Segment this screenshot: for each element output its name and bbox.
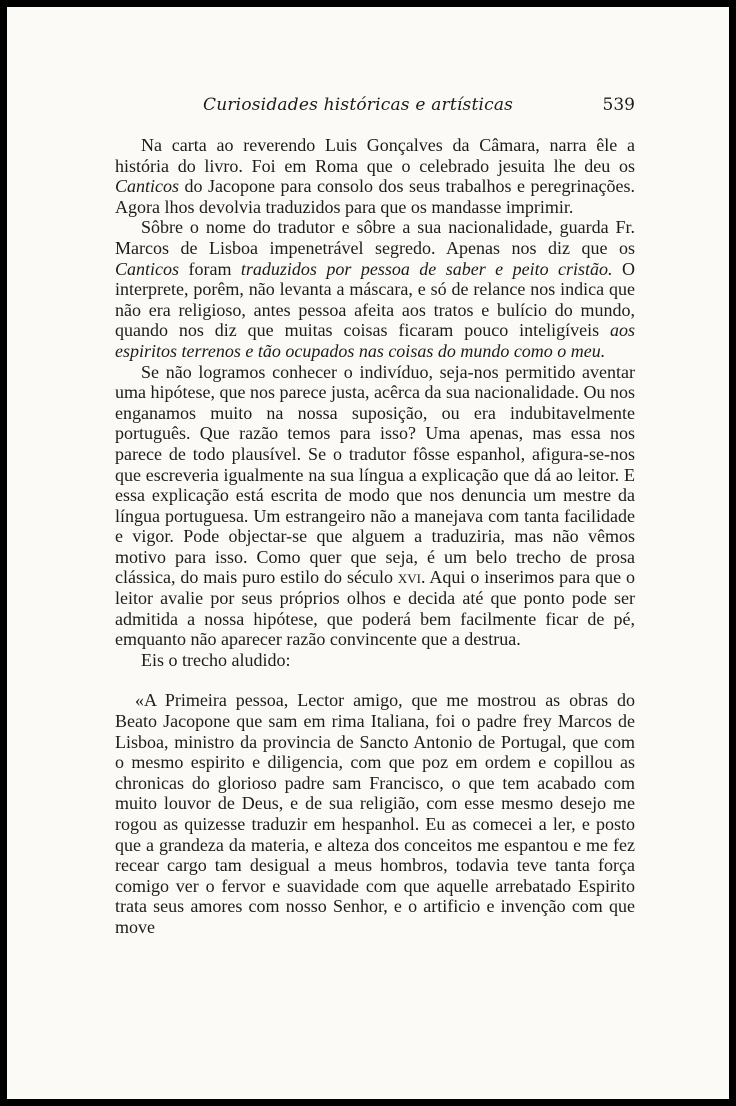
quotation: «A Primeira pessoa, Lector amigo, que me mostrou as obras do Beato Jacopone que sam em rima Italiana, foi o padre frey Marcos de Lisboa, ministro da provincia de Sancto Antonio de Portugal, que com o mesmo espirito e diligencia, com que poz em ordem e copillou as chronicas do glorioso padre sam Francisco, o que tem acabado com muito louvor de Deus, e de sua religião, com esse mesmo desejo me rogou as quizesse traduzir em hespanhol. Eu as comecei a ler, e posto que a grandeza da materia, e alteza dos conceitos me espantou e me fez recear cargo tam desigual a meus hombros, todavia teve tanta força comigo ver o fervor e suavidade com que aquelle arrebatado Espirito trata seus amores com nosso Senhor, e o artificio e invenção com que move [115,690,635,937]
paragraph-2: Sôbre o nome do tradutor e sôbre a sua nacionalidade, guarda Fr. Marcos de Lisboa impenetrável segredo. Apenas nos diz que os Canticos foram traduzidos por pessoa de saber e peito cristão. O interprete, porêm, não levanta a máscara, e só de relance nos indica que não era religioso, antes pessoa afeita aos tratos e bulício do mundo, quando nos diz que muitas coisas ficaram pouco inteligíveis aos espiritos terrenos e tão ocupados nas coisas do mundo como o meu. [115,217,635,361]
paragraph-4: Eis o trecho aludido: [141,649,291,670]
century-numeral: xvi [397,567,421,588]
body-text [115,135,635,938]
page-header [115,95,635,119]
page-number: 539 [602,95,635,115]
paragraph-1: Na carta ao reverendo Luis Gonçalves da Câmara, narra êle a história do livro. Foi em Roma que o celebrado jesuita lhe deu os Canticos do Jacopone para consolo dos seus trabalhos e peregrinações. Agora lhos devolvia traduzidos para que os mandasse imprimir. [115,135,635,217]
paragraph-3: Se não logramos conhecer o indivíduo, seja-nos permitido aventar uma hipótese, que nos parece justa, acêrca da sua nacionalidade. Ou nos enganamos muito na nossa suposição, ou era indubitavelmente português. Que razão temos para isso? Uma apenas, mas essa nos parece de todo plausível. Se o tradutor fôsse espanhol, afigura-se-nos que escreveria igualmente na sua língua a explicação que dá ao leitor. E essa explicação está escrita de modo que nos denuncia um mestre da língua portuguesa. Um estrangeiro não a manejava com tanta facilidade e vigor. Pode objectar-se que alguem a traduziria, mas não vêmos motivo para isso. Como quer que seja, é um belo trecho de prosa clássica, do mais puro estilo do século xvi. Aqui o inserimos para que o leitor avalie por seus próprios olhos e decida até que ponto pode ser admitida a nossa hipótese, que poderá bem facilmente ficar de pé, emquanto não aparecer razão convincente que a destrua. [115,361,635,650]
running-title: Curiosidades históricas e artísticas [203,95,514,115]
book-page [7,7,729,1099]
